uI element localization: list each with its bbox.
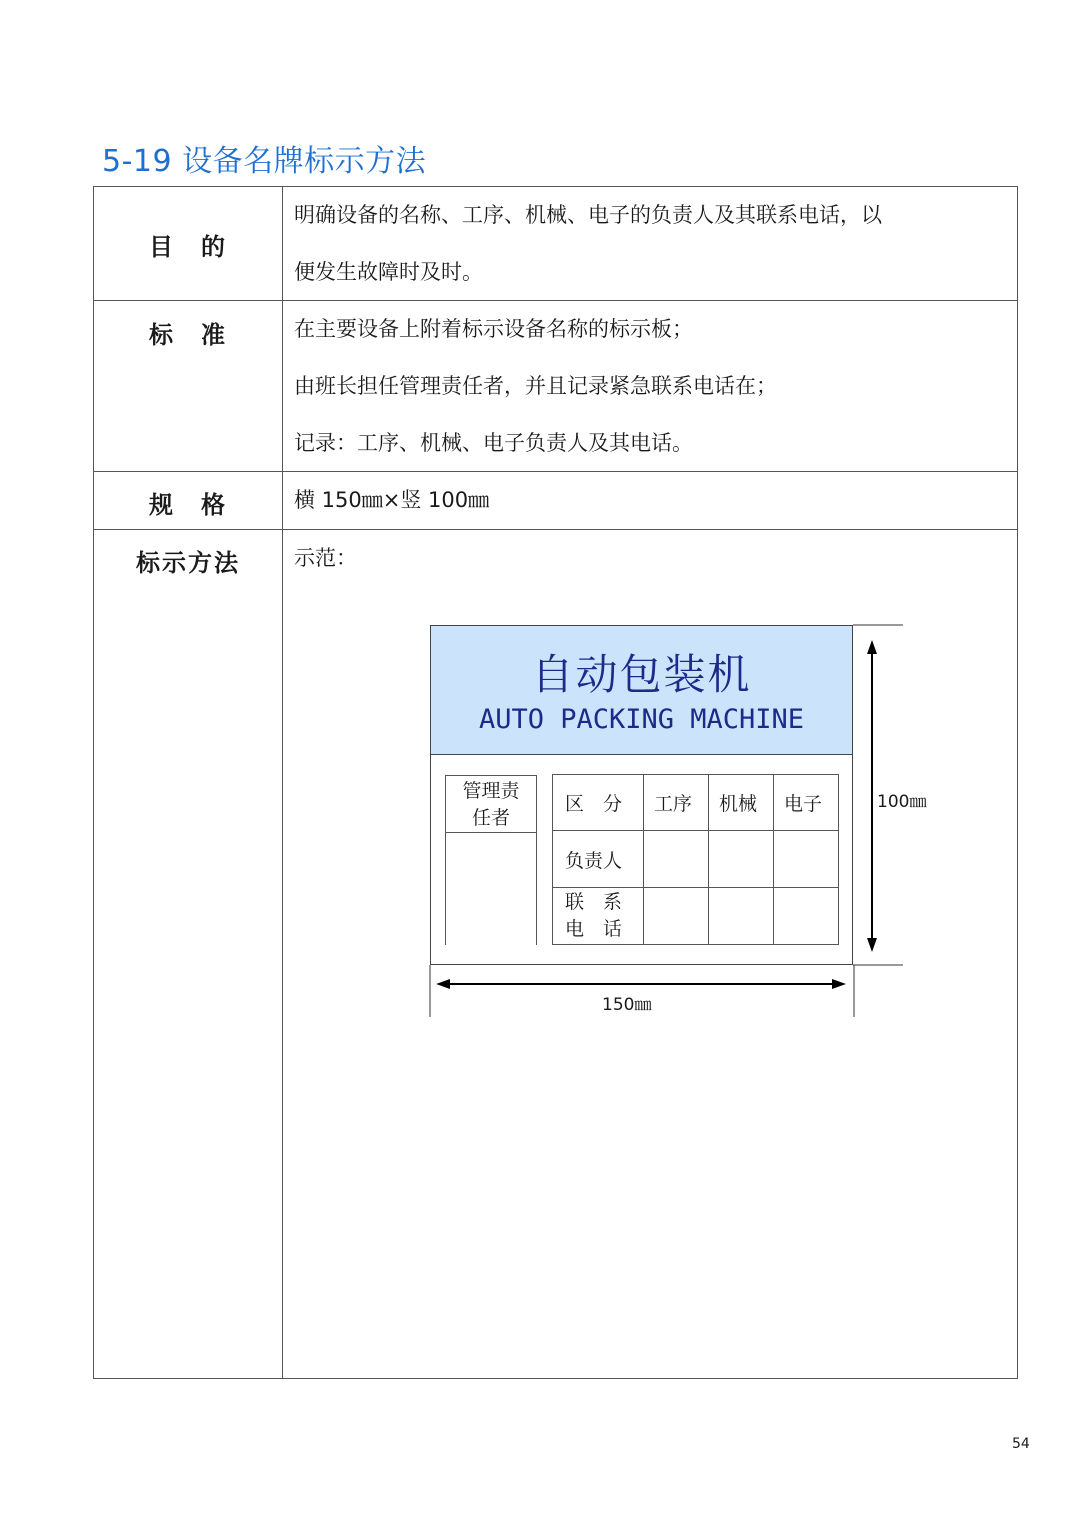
purpose-line-1: 明确设备的名称、工序、机械、电子的负责人及其联系电话，以	[294, 203, 882, 227]
grid-header-mechanical: 机械	[708, 774, 774, 831]
standard-line-1: 在主要设备上附着标示设备名称的标示板；	[294, 317, 693, 341]
contact-label-line-2: 电 话	[565, 918, 623, 940]
purpose-line-2: 便发生故障时及时。	[294, 260, 483, 284]
standard-line-3: 记录：工序、机械、电子负责人及其电话。	[294, 431, 693, 455]
standard-line-2: 由班长担任管理责任者，并且记录紧急联系电话在；	[294, 374, 777, 398]
width-label: 150㎜	[602, 995, 652, 1015]
grid-header-category: 区 分	[552, 774, 644, 831]
manager-label-line-1: 管理责	[462, 780, 520, 802]
machine-name-cn: 自动包装机	[531, 650, 752, 699]
grid-row-responsible: 负责人	[552, 830, 644, 888]
row-label-spec: 规 格	[149, 491, 227, 519]
contact-label-line-1: 联 系	[565, 891, 623, 913]
machine-name-en: AUTO PACKING MACHINE	[478, 704, 805, 735]
grid-header-process: 工序	[643, 774, 709, 831]
method-text: 示范：	[294, 546, 357, 570]
grid-header-electronic: 电子	[773, 774, 839, 831]
height-arrow-head-down	[867, 938, 877, 952]
width-arrow-head-left	[436, 979, 450, 989]
row-label-purpose: 目 的	[149, 233, 227, 261]
row-label-standard: 标 准	[149, 321, 227, 349]
page-title: 5-19 设备名牌标示方法	[102, 144, 427, 179]
height-arrow-head-up	[867, 640, 877, 654]
width-arrow-head-right	[832, 979, 846, 989]
manager-label-line-2: 任者	[471, 807, 510, 829]
page-number: 54	[1012, 1436, 1030, 1452]
row-label-method: 标示方法	[136, 549, 240, 577]
height-label: 100㎜	[877, 792, 927, 812]
spec-text: 横 150㎜×竖 100㎜	[294, 488, 490, 512]
